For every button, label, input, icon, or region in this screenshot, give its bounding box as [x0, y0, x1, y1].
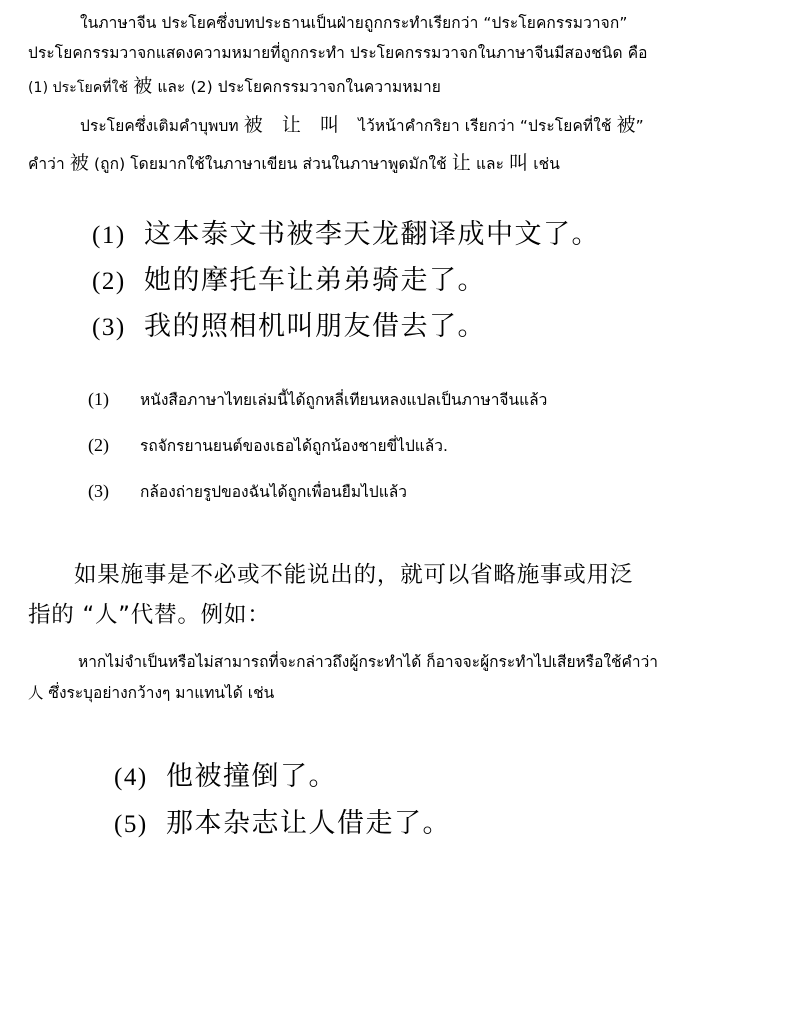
thai-para2-line-2: 人 ซึ่งระบุอย่างกว้างๆ มาแทนได้ เช่น — [28, 684, 275, 703]
chinese-example-item — [114, 754, 771, 800]
chinese-char-rang: 让 — [281, 114, 302, 137]
p2-line2-and: และ — [475, 154, 505, 173]
p2-line1-suffix: ไว้หน้าคำกริยา เรียกว่า “ประโยคที่ใช้ — [358, 117, 612, 136]
chinese-examples-list-2 — [28, 754, 771, 847]
thai-example-item — [88, 377, 771, 423]
intro-paragraph-1 — [28, 8, 771, 105]
chinese-char-bei: 被 — [616, 114, 636, 137]
chinese-char-bei: 被 — [243, 114, 263, 137]
intro-line-3-mid: และ (2) ประโยคกรรมวาจกในความหมาย — [157, 78, 441, 97]
example-text: 我的照相机叫朋友借去了。 — [144, 311, 486, 343]
chinese-examples-list-1 — [28, 212, 771, 351]
intro-line-3-prefix: (1) ประโยคที่ใช้ — [28, 80, 129, 97]
chinese-explanatory-paragraph — [28, 555, 771, 635]
chinese-char-rang: 让 — [451, 151, 471, 174]
thai-examples-list-1 — [28, 377, 771, 515]
intro-paragraph-2 — [28, 107, 771, 181]
example-text: หนังสือภาษาไทยเล่มนี้ได้ถูกหลี่เทียนหลงแปลเป็นภาษาจีนแล้ว — [140, 390, 548, 409]
chinese-example-item — [92, 212, 771, 258]
chinese-char-jiao: 叫 — [320, 114, 340, 137]
p2-line2-prefix: คำว่า — [28, 154, 65, 173]
thai-para2-line-1: หากไม่จำเป็นหรือไม่สามารถที่จะกล่าวถึงผู้กระทำได้ ก็อาจจะผู้กระทำไปเสียหรือใช้คำว่า — [78, 652, 659, 671]
example-text: 她的摩托车让弟弟骑走了。 — [144, 265, 486, 297]
example-index: (4) — [114, 764, 148, 792]
chinese-char-bei: 被 — [69, 151, 89, 174]
chinese-example-item — [114, 801, 771, 847]
example-index: (2) — [92, 268, 126, 296]
example-text: รถจักรยานยนต์ของเธอได้ถูกน้องชายขี่ไปแล้ว. — [140, 436, 448, 455]
example-index: (1) — [88, 388, 109, 409]
example-index: (1) — [92, 221, 126, 249]
cn-para-line-2: 指的 “人”代替。例如： — [28, 601, 271, 628]
example-text: 那本杂志让人借走了。 — [166, 807, 451, 839]
thai-explanatory-paragraph — [28, 647, 771, 711]
p2-line2-mid: (ถูก) โดยมากใช้ในภาษาเขียน ส่วนในภาษาพูดมักใช้ — [93, 154, 447, 173]
example-index: (2) — [88, 434, 109, 455]
chinese-char-bei: 被 — [133, 75, 153, 98]
p2-line2-end: เช่น — [533, 154, 560, 173]
intro-line-1: ในภาษาจีน ประโยคซึ่งบทประธานเป็นฝ่ายถูกกระทำเรียกว่า “ประโยคกรรมวาจก” — [80, 14, 628, 32]
chinese-example-item — [92, 258, 771, 304]
thai-example-item — [88, 469, 771, 515]
intro-line-2: ประโยคกรรมวาจกแสดงความหมายที่ถูกกระทำ ประโยคกรรมวาจกในภาษาจีนมีสองชนิด คือ — [28, 44, 648, 63]
thai-example-item — [88, 423, 771, 469]
p2-line1-end: ” — [635, 117, 644, 136]
chinese-example-item — [92, 304, 771, 350]
p2-line1-prefix: ประโยคซึ่งเติมคำบุพบท — [80, 117, 239, 136]
example-index: (5) — [114, 810, 148, 838]
example-text: กล้องถ่ายรูปของฉันได้ถูกเพื่อนยืมไปแล้ว — [140, 482, 407, 501]
cn-para-line-1: 如果施事是不必或不能说出的，就可以省略施事或用泛 — [74, 561, 634, 588]
example-text: 他被撞倒了。 — [166, 761, 337, 793]
chinese-char-jiao: 叫 — [509, 151, 529, 174]
example-index: (3) — [88, 480, 109, 501]
example-text: 这本泰文书被李天龙翻译成中文了。 — [144, 218, 600, 250]
example-index: (3) — [92, 314, 126, 342]
